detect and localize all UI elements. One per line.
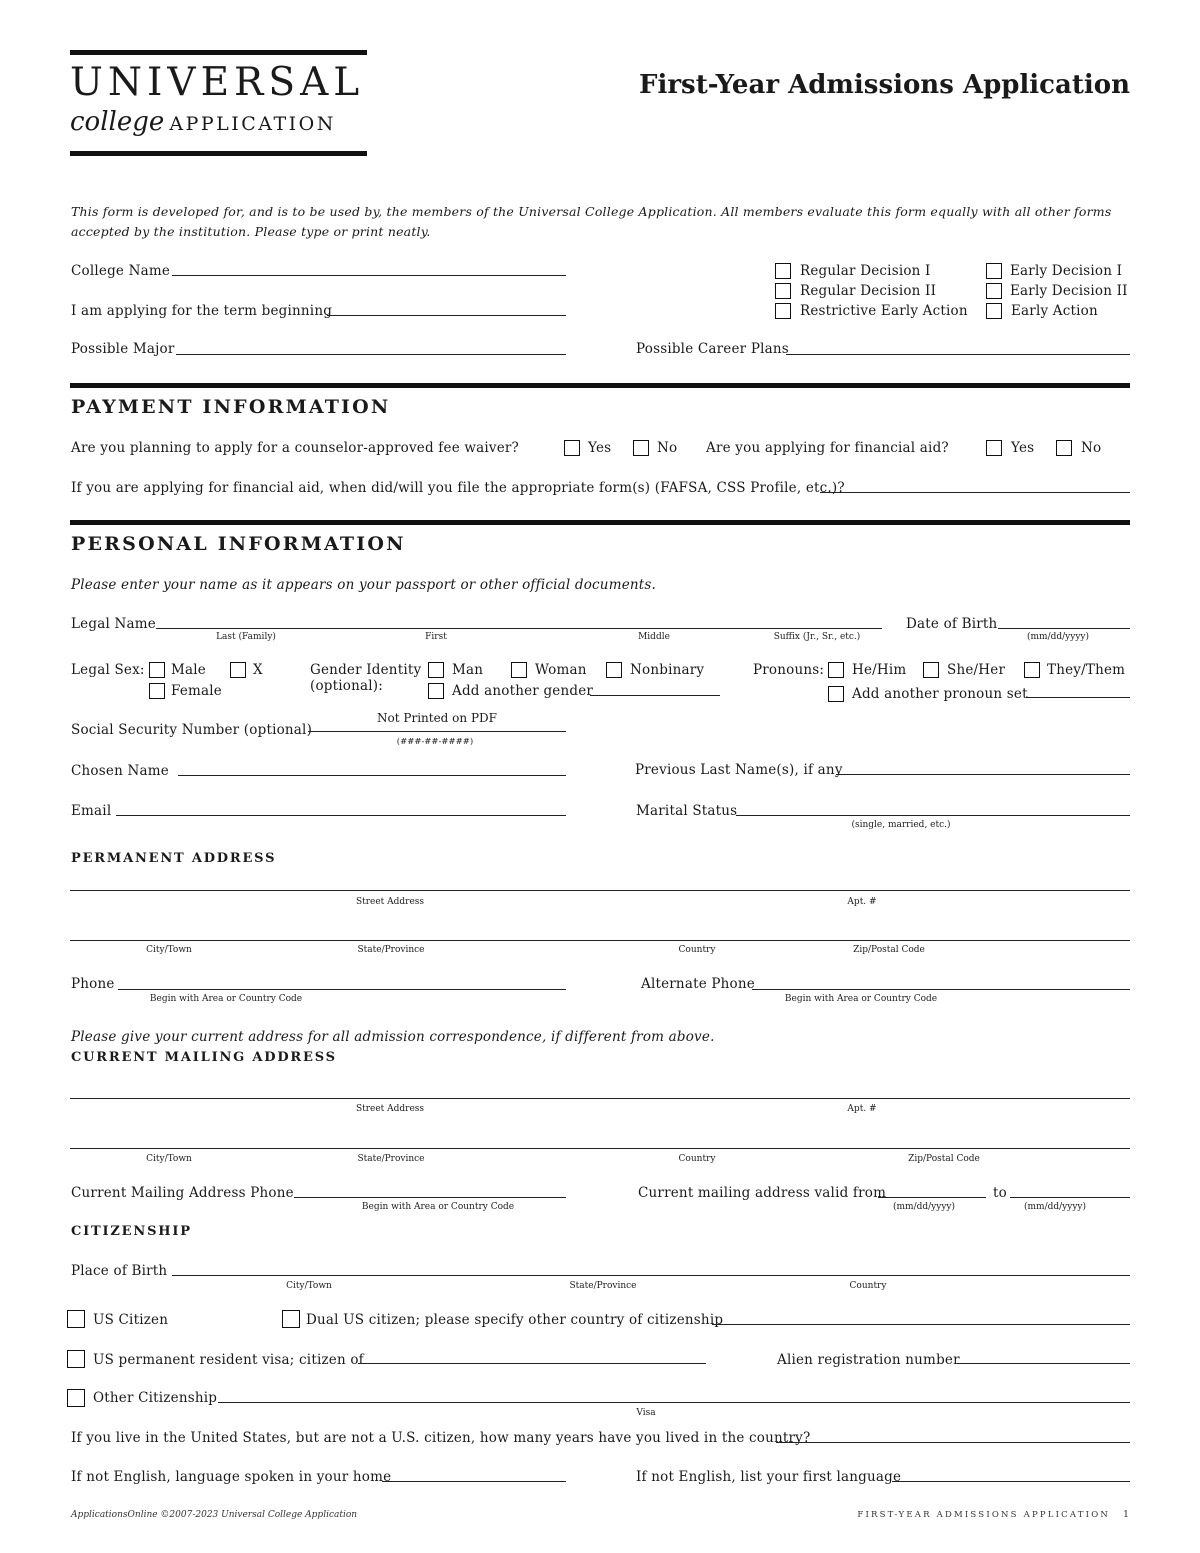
phone-input[interactable] (118, 971, 564, 989)
previous-names-label: Previous Last Name(s), if any (635, 762, 843, 778)
gender-woman-checkbox[interactable] (511, 662, 527, 678)
us-citizen-label: US Citizen (93, 1312, 169, 1328)
birth-state-caption: State/Province (569, 1281, 637, 1291)
first-language-line (892, 1481, 1130, 1482)
alt-phone-caption: Begin with Area or Country Code (784, 994, 938, 1004)
early-decision-1-label: Early Decision I (1010, 263, 1123, 279)
logo-application: APPLICATION (169, 113, 336, 135)
years-in-us-line (776, 1442, 1130, 1443)
pronoun-she-label: She/Her (947, 662, 1006, 678)
permanent-country-caption: Country (678, 945, 716, 955)
chosen-name-input[interactable] (178, 758, 564, 776)
alien-number-line (957, 1363, 1130, 1364)
ssn-value: Not Printed on PDF (377, 711, 497, 725)
dob-caption: (mm/dd/yyyy) (1026, 632, 1090, 642)
dob-label: Date of Birth (906, 616, 998, 632)
visa-caption: Visa (636, 1408, 656, 1418)
mailing-zip-caption: Zip/Postal Code (908, 1154, 980, 1164)
permanent-state-caption: State/Province (357, 945, 425, 955)
career-label: Possible Career Plans (636, 341, 789, 357)
logo-top-bar (70, 50, 367, 55)
early-decision-2-label: Early Decision II (1010, 283, 1128, 299)
financial-aid-yes-label: Yes (1011, 440, 1035, 456)
citizenship-heading: CITIZENSHIP (71, 1224, 192, 1239)
valid-from-label: Current mailing address valid from (638, 1185, 887, 1201)
home-language-label: If not English, language spoken in your home (71, 1469, 392, 1485)
gender-man-label: Man (452, 662, 484, 678)
career-line (786, 354, 1130, 355)
legal-name-label: Legal Name (71, 616, 156, 632)
legal-name-input[interactable] (156, 611, 880, 629)
career-input[interactable] (786, 336, 1128, 354)
pronoun-he-checkbox[interactable] (828, 662, 844, 678)
permanent-street-caption: Street Address (355, 897, 425, 907)
mailing-city-line (70, 1148, 1130, 1149)
valid-to-label: to (993, 1185, 1007, 1201)
first-language-input[interactable] (892, 1464, 1128, 1482)
email-line (116, 815, 566, 816)
major-label: Possible Major (71, 341, 175, 357)
alien-number-input[interactable] (957, 1346, 1128, 1364)
permanent-city-caption: City/Town (146, 945, 192, 955)
other-citizenship-label: Other Citizenship (93, 1390, 218, 1406)
first-language-label: If not English, list your first language (636, 1469, 902, 1485)
home-language-line (382, 1481, 566, 1482)
financial-aid-no-label: No (1081, 440, 1102, 456)
financial-aid-no-checkbox[interactable] (1056, 440, 1072, 456)
valid-from-line (878, 1197, 986, 1198)
pronoun-add-input[interactable] (1026, 680, 1128, 698)
sex-male-label: Male (171, 662, 206, 678)
phone-label: Phone (71, 976, 115, 992)
intro-line-2: accepted by the institution. Please type or print neatly. (71, 224, 431, 239)
restrictive-early-action-checkbox[interactable] (775, 303, 791, 319)
valid-to-line (1010, 1197, 1130, 1198)
aid-filing-input[interactable] (820, 475, 1128, 493)
personal-rule (70, 520, 1130, 525)
marital-status-label: Marital Status (636, 803, 738, 819)
sex-x-label: X (253, 662, 263, 678)
valid-from-input[interactable] (878, 1180, 984, 1198)
major-line (176, 354, 566, 355)
permanent-city-line (70, 940, 1130, 941)
last-name-caption: Last (Family) (216, 632, 276, 642)
pronoun-they-label: They/Them (1047, 662, 1126, 678)
financial-aid-question: Are you applying for financial aid? (706, 440, 949, 456)
footer-title: FIRST-YEAR ADMISSIONS APPLICATION (857, 1510, 1110, 1520)
early-action-checkbox[interactable] (986, 303, 1002, 319)
mailing-city-input[interactable] (70, 1130, 1128, 1148)
fee-waiver-yes-label: Yes (588, 440, 612, 456)
permanent-resident-input[interactable] (358, 1346, 704, 1364)
mailing-address-heading: CURRENT MAILING ADDRESS (71, 1050, 337, 1065)
permanent-resident-line (358, 1363, 706, 1364)
other-citizenship-line (218, 1402, 1130, 1403)
mailing-phone-label: Current Mailing Address Phone (71, 1185, 294, 1201)
sex-x-checkbox[interactable] (230, 662, 246, 678)
footer-copyright: ApplicationsOnline ©2007-2023 Universal College Application (71, 1510, 358, 1520)
ssn-label: Social Security Number (optional) (71, 722, 313, 738)
payment-rule (70, 383, 1130, 388)
aid-filing-line (820, 492, 1130, 493)
mailing-street-input[interactable] (70, 1081, 1128, 1099)
permanent-apt-caption: Apt. # (847, 897, 877, 907)
alt-phone-line (752, 989, 1130, 990)
alt-phone-input[interactable] (752, 971, 1128, 989)
mailing-apt-caption: Apt. # (847, 1104, 877, 1114)
marital-caption: (single, married, etc.) (851, 820, 951, 830)
middle-name-caption: Middle (638, 632, 670, 642)
valid-to-caption: (mm/dd/yyyy) (1023, 1202, 1087, 1212)
pronouns-label: Pronouns: (753, 662, 825, 678)
early-action-label: Early Action (1011, 303, 1098, 319)
dob-line (998, 628, 1130, 629)
gender-woman-label: Woman (535, 662, 587, 678)
birth-city-caption: City/Town (286, 1281, 332, 1291)
early-decision-2-checkbox[interactable] (986, 283, 1002, 299)
permanent-street-line (70, 890, 1130, 891)
personal-heading: PERSONAL INFORMATION (71, 533, 406, 555)
marital-status-line (736, 815, 1130, 816)
other-citizenship-checkbox[interactable] (67, 1389, 85, 1407)
place-of-birth-label: Place of Birth (71, 1263, 168, 1279)
term-line (327, 315, 566, 316)
college-name-input[interactable] (172, 258, 564, 276)
place-of-birth-input[interactable] (172, 1258, 1128, 1276)
gender-identity-label: Gender Identity (310, 662, 422, 678)
gender-add-input[interactable] (590, 678, 718, 696)
payment-heading: PAYMENT INFORMATION (71, 396, 391, 418)
pronoun-they-checkbox[interactable] (1024, 662, 1040, 678)
regular-decision-2-checkbox[interactable] (775, 283, 791, 299)
previous-names-line (836, 774, 1130, 775)
email-label: Email (71, 803, 112, 819)
ssn-caption: (###-##-####) (396, 737, 474, 747)
footer-page-number: 1 (1122, 1509, 1129, 1520)
chosen-name-label: Chosen Name (71, 763, 169, 779)
pronoun-add-label: Add another pronoun set (852, 686, 1028, 702)
suffix-caption: Suffix (Jr., Sr., etc.) (773, 632, 861, 642)
regular-decision-2-label: Regular Decision II (800, 283, 937, 299)
gender-optional-label: (optional): (310, 678, 383, 694)
gender-add-checkbox[interactable] (428, 683, 444, 699)
pronoun-she-checkbox[interactable] (923, 662, 939, 678)
mailing-phone-line (294, 1197, 566, 1198)
sex-female-label: Female (171, 683, 222, 699)
ssn-line (308, 731, 566, 732)
mailing-state-caption: State/Province (357, 1154, 425, 1164)
years-in-us-input[interactable] (776, 1425, 1128, 1443)
logo-bottom-bar (70, 151, 367, 156)
college-name-label: College Name (71, 263, 171, 279)
permanent-resident-label: US permanent resident visa; citizen of (93, 1352, 364, 1368)
permanent-resident-checkbox[interactable] (67, 1350, 85, 1368)
gender-nonbinary-label: Nonbinary (630, 662, 705, 678)
phone-line (118, 989, 566, 990)
fee-waiver-yes-checkbox[interactable] (564, 440, 580, 456)
page-title: First-Year Admissions Application (639, 70, 1130, 100)
name-note: Please enter your name as it appears on your passport or other official documents. (71, 577, 657, 593)
financial-aid-yes-checkbox[interactable] (986, 440, 1002, 456)
valid-from-caption: (mm/dd/yyyy) (892, 1202, 956, 1212)
permanent-street-input[interactable] (70, 873, 1128, 891)
term-input[interactable] (327, 298, 564, 316)
gender-nonbinary-checkbox[interactable] (606, 662, 622, 678)
mailing-country-caption: Country (678, 1154, 716, 1164)
term-label: I am applying for the term beginning (71, 303, 333, 319)
valid-to-input[interactable] (1010, 1180, 1128, 1198)
pronoun-add-checkbox[interactable] (828, 686, 844, 702)
chosen-name-line (178, 775, 566, 776)
restrictive-early-action-label: Restrictive Early Action (800, 303, 968, 319)
dual-citizen-label: Dual US citizen; please specify other country of citizenship (306, 1312, 724, 1328)
permanent-address-heading: PERMANENT ADDRESS (71, 851, 277, 866)
logo-wordmark: UNIVERSAL (70, 60, 365, 105)
gender-add-label: Add another gender (452, 683, 594, 699)
regular-decision-1-label: Regular Decision I (800, 263, 931, 279)
mailing-note: Please give your current address for all admission correspondence, if different from above. (71, 1029, 715, 1045)
us-citizen-checkbox[interactable] (67, 1310, 85, 1328)
mailing-street-caption: Street Address (355, 1104, 425, 1114)
logo-college: college (70, 107, 165, 137)
pronoun-he-label: He/Him (852, 662, 907, 678)
logo-subline (70, 107, 336, 137)
gender-add-line (590, 695, 720, 696)
mailing-street-line (70, 1098, 1130, 1099)
permanent-city-input[interactable] (70, 922, 1128, 940)
previous-names-input[interactable] (836, 757, 1128, 775)
place-of-birth-line (172, 1275, 1130, 1276)
dual-citizen-input[interactable] (712, 1307, 1128, 1325)
college-name-line (172, 275, 566, 276)
regular-decision-1-checkbox[interactable] (775, 263, 791, 279)
major-input[interactable] (176, 336, 564, 354)
mailing-phone-caption: Begin with Area or Country Code (361, 1202, 515, 1212)
first-name-caption: First (425, 632, 447, 642)
alt-phone-label: Alternate Phone (641, 976, 755, 992)
sex-female-checkbox[interactable] (149, 683, 165, 699)
birth-country-caption: Country (849, 1281, 887, 1291)
home-language-input[interactable] (382, 1464, 564, 1482)
legal-name-line (156, 628, 882, 629)
dual-citizen-line (712, 1324, 1130, 1325)
pronoun-add-line (1026, 697, 1130, 698)
years-in-us-question: If you live in the United States, but are not a U.S. citizen, how many years have you lived in the country? (71, 1430, 811, 1446)
intro-line-1: This form is developed for, and is to be used by, the members of the Universal College Application. All members evaluate this form equally with all other forms (71, 204, 1112, 219)
early-decision-1-checkbox[interactable] (986, 263, 1002, 279)
dual-citizen-checkbox[interactable] (282, 1310, 300, 1328)
fee-waiver-no-checkbox[interactable] (633, 440, 649, 456)
permanent-zip-caption: Zip/Postal Code (853, 945, 925, 955)
sex-male-checkbox[interactable] (149, 662, 165, 678)
aid-filing-question: If you are applying for financial aid, when did/will you file the appropriate form(s) (FAFSA, CSS Profile, etc.)? (71, 480, 845, 496)
fee-waiver-no-label: No (657, 440, 678, 456)
marital-status-input[interactable] (736, 798, 1128, 816)
mailing-phone-input[interactable] (294, 1180, 564, 1198)
mailing-city-caption: City/Town (146, 1154, 192, 1164)
email-input[interactable] (116, 798, 564, 816)
alien-number-label: Alien registration number (777, 1352, 960, 1368)
gender-man-checkbox[interactable] (428, 662, 444, 678)
phone-caption: Begin with Area or Country Code (149, 994, 303, 1004)
other-citizenship-input[interactable] (218, 1385, 1128, 1403)
legal-sex-label: Legal Sex: (71, 662, 145, 678)
fee-waiver-question: Are you planning to apply for a counselor-approved fee waiver? (71, 440, 519, 456)
dob-input[interactable] (998, 611, 1128, 629)
